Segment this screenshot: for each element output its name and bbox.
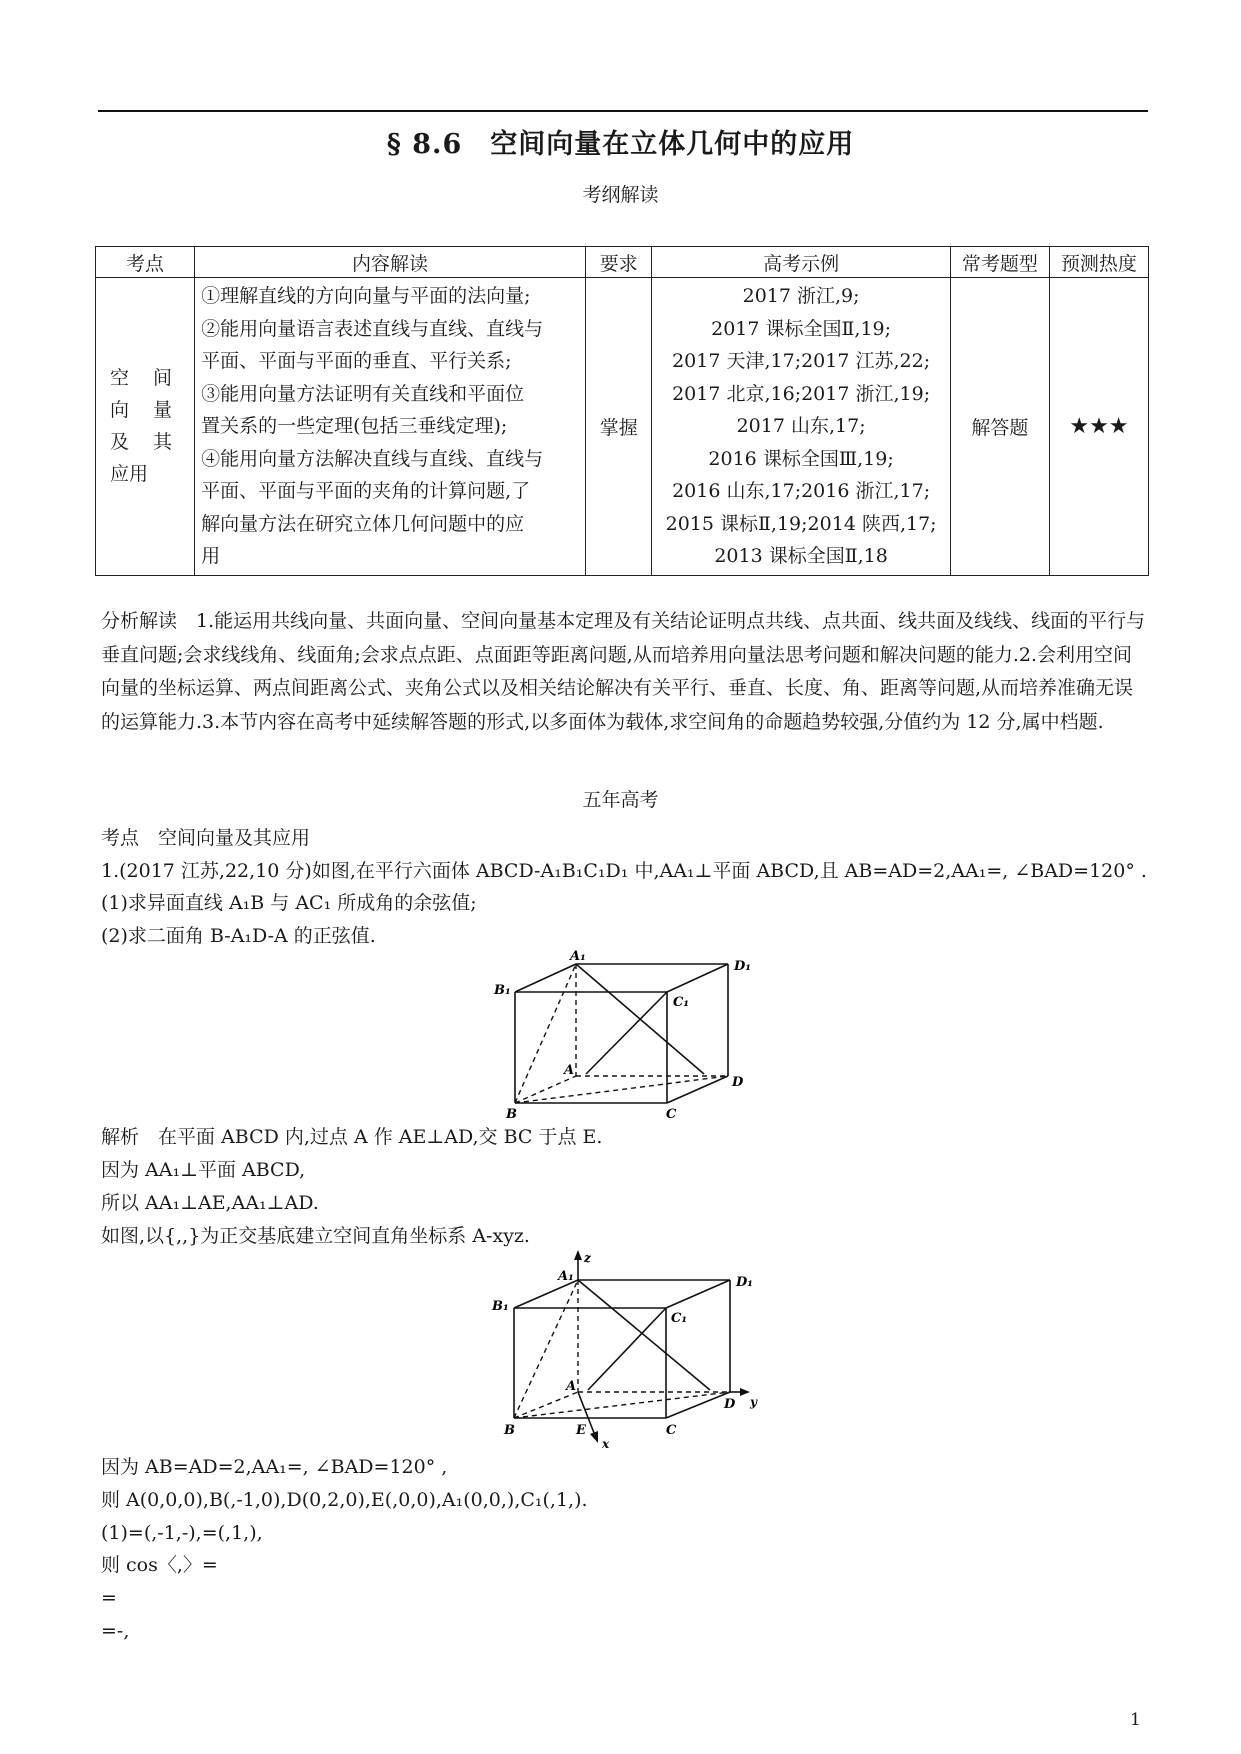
label-y: y [750, 1395, 757, 1409]
requirement-cell: 掌握 [586, 278, 652, 576]
label-c: C [666, 1107, 677, 1118]
content-cell [195, 278, 586, 576]
content-line: 解向量方法在研究立体几何问题中的应 [201, 512, 525, 535]
problem-statement: 1.(2017 江苏,22,10 分)如图,在平行六面体 ABCD-A₁B₁C₁D₁ 中,AA₁⊥平面 ABCD,且 AB=AD=2,AA₁=, ∠BAD=120° . [101, 860, 1147, 882]
label-c: C [666, 1423, 677, 1438]
header-cell: 常考题型 [950, 247, 1049, 278]
label-c1: C₁ [673, 995, 690, 1010]
parallelepiped-figure [480, 950, 760, 1118]
content-line: 置关系的一些定理(包括三垂线定理); [201, 415, 508, 437]
calc-line: = [101, 1587, 117, 1609]
analysis-paragraph: 分析解读 1.能运用共线向量、共面向量、空间向量基本定理及有关结论证明点共线、点共面、线共面及线线、线面的平行与垂直问题;会求线线角、线面角;会求点点距、点面距等距离问题,从而培养用向量法思考问题和解决问题的能力.2.会利用空间向量的坐标运算、两点间距离公式、夹角公式以及相关结论解决有关平行、垂直、长度、角、距离等问题,从而培养准确无误的运算能力.3.本节内容在高考中延续解答题的形式,以多面体为载体,求空间角的命题趋势较强,分值约为 12 分,属中档题. [101, 610, 1146, 733]
calc-line: 则 A(0,0,0),B(,-1,0),D(0,2,0),E(,0,0),A₁(0,0,),C₁(,1,). [101, 1489, 588, 1511]
content-line: 平面、平面与平面的夹角的计算问题,了 [201, 480, 531, 502]
table-header-row [96, 247, 1149, 278]
top-rule [98, 110, 1148, 112]
calc-line: =-, [101, 1620, 130, 1642]
content-line: ④能用向量方法解决直线与直线、直线与 [201, 447, 544, 470]
page-number: 1 [1130, 1710, 1141, 1730]
header-cell: 内容解读 [195, 247, 586, 278]
y-axis-arrow [740, 1388, 750, 1396]
calc-line: 因为 AB=AD=2,AA₁=, ∠BAD=120° , [101, 1456, 448, 1478]
label-d: D [724, 1397, 736, 1412]
examples-cell [652, 278, 950, 576]
example-line: 2015 课标Ⅱ,19;2014 陕西,17; [665, 512, 937, 535]
coordinate-figure [478, 1250, 768, 1450]
question-type-cell: 解答题 [950, 278, 1049, 576]
z-axis-arrow [574, 1250, 582, 1260]
topic-line: 应用 [110, 463, 149, 486]
table-row [96, 278, 1149, 576]
example-line: 2017 天津,17;2017 江苏,22; [672, 350, 931, 372]
solution-line: 因为 AA₁⊥平面 ABCD, [101, 1159, 306, 1181]
label-a1: A₁ [570, 950, 586, 964]
topic-line: 向 量 [110, 399, 172, 422]
example-line: 2013 课标全国Ⅱ,18 [714, 545, 888, 567]
label-b1: B₁ [492, 1299, 509, 1314]
section-title: § 8.6 空间向量在立体几何中的应用 [386, 129, 855, 160]
solution-line: 解析 在平面 ABCD 内,过点 A 作 AE⊥AD,交 BC 于点 E. [101, 1126, 603, 1148]
label-e: E [576, 1423, 586, 1438]
header-cell: 预测热度 [1049, 247, 1148, 278]
problem-q2: (2)求二面角 B-A₁D-A 的正弦值. [101, 925, 376, 947]
five-years-heading: 五年高考 [582, 789, 659, 811]
example-line: 2016 课标全国Ⅲ,19; [708, 447, 894, 470]
label-b: B [504, 1423, 515, 1438]
x-axis-arrow [590, 1431, 598, 1443]
content-line: 平面、平面与平面的垂直、平行关系; [201, 350, 512, 372]
calc-line: 则 cos〈,〉= [101, 1554, 218, 1576]
label-d: D [732, 1075, 744, 1090]
label-d1: D₁ [736, 1275, 753, 1290]
label-d1: D₁ [734, 959, 751, 974]
example-line: 2017 课标全国Ⅱ,19; [711, 317, 892, 340]
content-line: ①理解直线的方向向量与平面的法向量; [201, 285, 531, 307]
label-a: A [564, 1063, 575, 1078]
example-line: 2017 浙江,9; [742, 285, 860, 307]
topic-heading: 考点 空间向量及其应用 [101, 827, 311, 849]
solution-line: 所以 AA₁⊥AE,AA₁⊥AD. [101, 1192, 319, 1214]
label-z: z [584, 1251, 591, 1265]
topic-cell [96, 278, 195, 576]
topic-line: 空 间 [110, 367, 172, 390]
label-a: A [566, 1379, 577, 1394]
header-cell: 高考示例 [652, 247, 950, 278]
label-b: B [506, 1107, 517, 1118]
problem-q1: (1)求异面直线 A₁B 与 AC₁ 所成角的余弦值; [101, 892, 477, 914]
solution-line: 如图,以{,,}为正交基底建立空间直角坐标系 A-xyz. [101, 1225, 530, 1247]
example-line: 2017 北京,16;2017 浙江,19; [672, 382, 931, 405]
label-x: x [602, 1437, 610, 1450]
heat-cell: ★★★ [1049, 278, 1148, 576]
header-cell: 考点 [96, 247, 195, 278]
syllabus-table [95, 246, 1149, 576]
label-c1: C₁ [671, 1311, 688, 1326]
content-line: 用 [201, 545, 221, 567]
content-line: ②能用向量语言表述直线与直线、直线与 [201, 317, 544, 340]
label-b1: B₁ [494, 983, 511, 998]
topic-line: 及 其 [110, 431, 172, 454]
example-line: 2017 山东,17; [736, 415, 866, 437]
calc-line: (1)=(,-1,-),=(,1,), [101, 1522, 263, 1544]
header-cell: 要求 [586, 247, 652, 278]
syllabus-subtitle: 考纲解读 [582, 184, 659, 206]
example-line: 2016 山东,17;2016 浙江,17; [672, 480, 931, 502]
label-a1: A₁ [558, 1269, 574, 1284]
content-line: ③能用向量方法证明有关直线和平面位 [201, 382, 525, 405]
